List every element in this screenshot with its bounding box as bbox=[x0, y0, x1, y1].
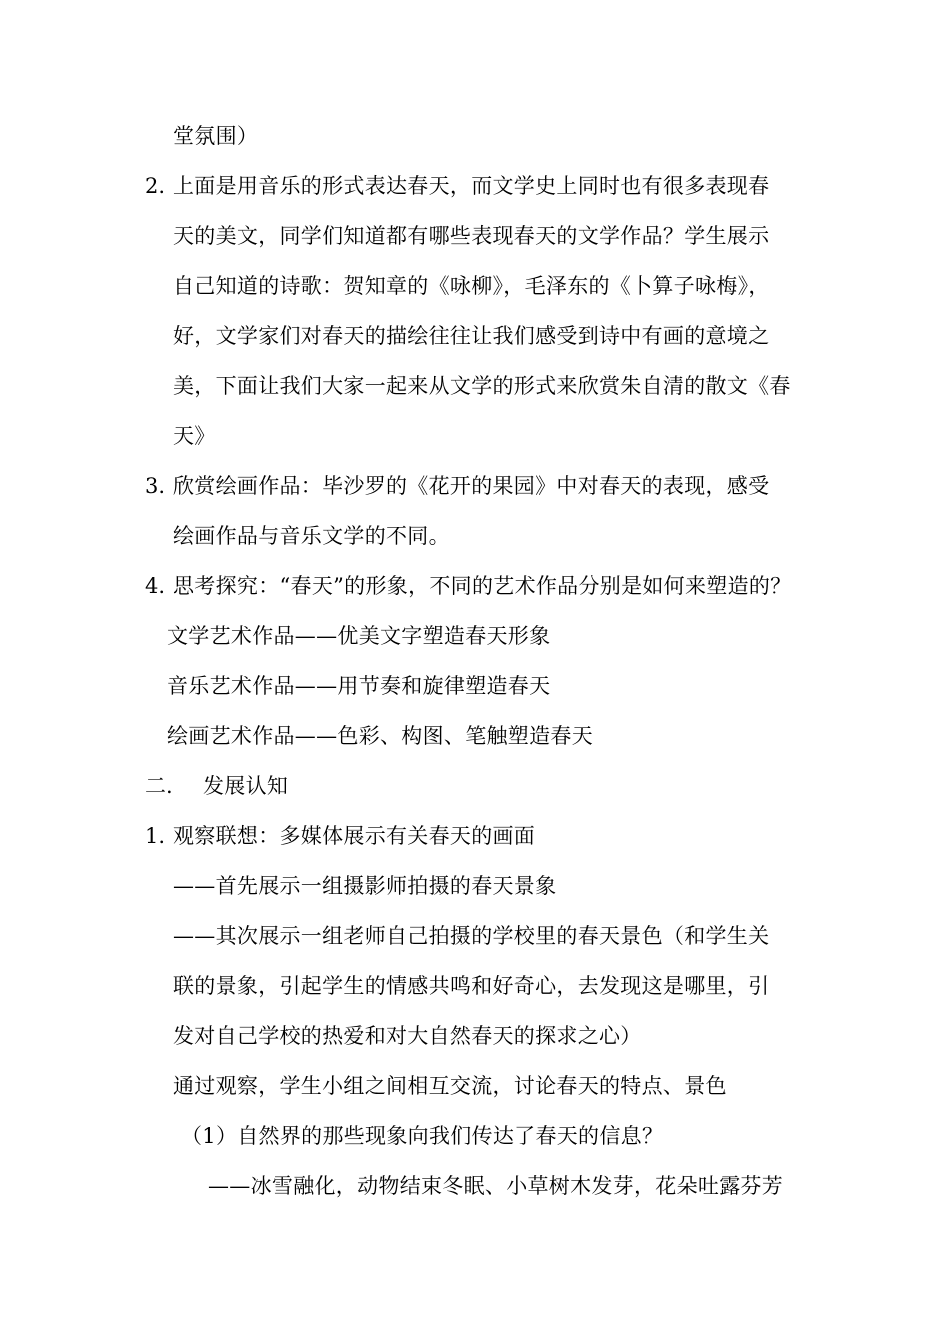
text-line: 联的景象，引起学生的情感共鸣和好奇心，去发现这是哪里，引 bbox=[173, 974, 770, 998]
text-line: 通过观察，学生小组之间相互交流，讨论春天的特点、景色 bbox=[173, 1074, 727, 1098]
list-number: 1. bbox=[145, 824, 166, 848]
text-line: 文学艺术作品——优美文字塑造春天形象 bbox=[167, 624, 551, 648]
text-line: 音乐艺术作品——用节奏和旋律塑造春天 bbox=[167, 674, 551, 698]
text-line: 堂氛围） bbox=[173, 124, 259, 148]
list-number: 2. bbox=[145, 174, 166, 198]
text-line: 天》 bbox=[173, 424, 216, 448]
text-line: 发对自己学校的热爱和对大自然春天的探求之心） bbox=[173, 1024, 642, 1048]
text-line: 思考探究：“春天”的形象，不同的艺术作品分别是如何来塑造的？ bbox=[173, 574, 792, 598]
text-line: ——其次展示一组老师自己拍摄的学校里的春天景色（和学生关 bbox=[173, 924, 770, 948]
text-line: 绘画作品与音乐文学的不同。 bbox=[173, 524, 450, 548]
text-line: 天的美文，同学们知道都有哪些表现春天的文学作品？学生展示 bbox=[173, 224, 770, 248]
text-line: 欣赏绘画作品：毕沙罗的《花开的果园》中对春天的表现，感受 bbox=[173, 474, 770, 498]
text-line: ——首先展示一组摄影师拍摄的春天景象 bbox=[173, 874, 557, 898]
text-line: 上面是用音乐的形式表达春天，而文学史上同时也有很多表现春 bbox=[173, 174, 770, 198]
list-number: 3. bbox=[145, 474, 166, 498]
section-number: 二. bbox=[145, 774, 173, 798]
text-line: 观察联想：多媒体展示有关春天的画面 bbox=[173, 824, 536, 848]
section-heading: 发展认知 bbox=[203, 774, 289, 798]
text-line: 绘画艺术作品——色彩、构图、笔触塑造春天 bbox=[167, 724, 593, 748]
list-number: 4. bbox=[145, 574, 166, 598]
text-line: 好，文学家们对春天的描绘往往让我们感受到诗中有画的意境之 bbox=[173, 324, 770, 348]
text-line: ——冰雪融化，动物结束冬眠、小草树木发芽，花朵吐露芬芳 bbox=[208, 1174, 784, 1198]
text-line: 美，下面让我们大家一起来从文学的形式来欣赏朱自清的散文《春 bbox=[173, 374, 791, 398]
text-line: （1）自然界的那些现象向我们传达了春天的信息？ bbox=[181, 1124, 664, 1148]
text-line: 自己知道的诗歌：贺知章的《咏柳》，毛泽东的《卜算子咏梅》， bbox=[173, 274, 770, 298]
